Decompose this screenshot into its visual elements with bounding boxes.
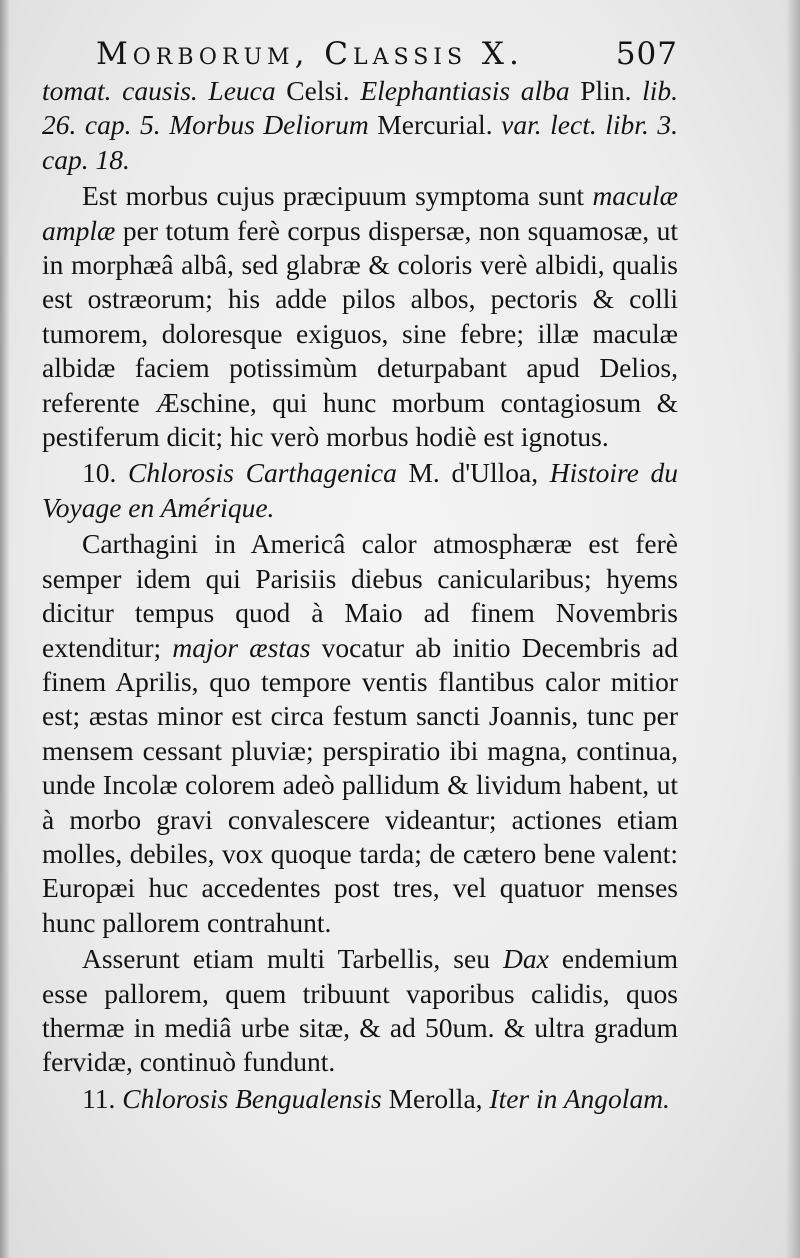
text-run: Est morbus cujus præcipuum symptoma sunt bbox=[82, 180, 593, 212]
paragraph-species-11 bbox=[42, 1082, 678, 1116]
text-run: Elephantiasis alba bbox=[360, 75, 581, 106]
running-head-title: Morborum, Classis X. bbox=[96, 36, 524, 72]
running-head bbox=[36, 36, 678, 72]
text-run: major æstas bbox=[172, 631, 322, 663]
page-number: 507 bbox=[615, 36, 678, 72]
paragraph-tarbellis bbox=[42, 942, 678, 1080]
text-run: maculæ amplæ bbox=[42, 180, 678, 246]
text-run: vocatur ab initio Decembris ad finem Aprilis, quo tempore ventis flantibus calor mitior est; æstas minor est circa festum sancti Joannis, tunc per mensem cessant pluviæ; perspiratio ibi magna, continua, unde Incolæ colorem adeò pallidum & lividum habent, ut à morbo gravi convalescere videantur; actiones etiam molles, debiles, vox quoque tarda; de cætero bene valent: Europæi huc accedentes post tres, vel quatuor menses hunc pallorem contrahunt. bbox=[42, 631, 678, 938]
text-run: Iter in Angolam. bbox=[489, 1082, 670, 1114]
text-run: Chlorosis Bengualensis bbox=[122, 1082, 389, 1114]
text-run: Carthagini in Americâ calor atmosphæræ est ferè semper idem qui Parisiis diebus canicularibus; hyems dicitur tempus quod à Maio ad finem Novembris extenditur; bbox=[42, 528, 678, 663]
text-run: Histoire du Voyage en Amérique. bbox=[42, 457, 679, 523]
text-run: lib. 26. cap. 5. Morbus Deliorum bbox=[42, 75, 678, 141]
text-run: var. lect. libr. 3. cap. 18. bbox=[42, 109, 678, 175]
text-run: Asserunt etiam multi Tarbellis, seu bbox=[82, 943, 504, 975]
text-run: Celsi. bbox=[286, 75, 361, 106]
text-run: Dax bbox=[503, 943, 562, 975]
text-run: Plin. bbox=[580, 75, 643, 106]
text-run: 11. bbox=[82, 1082, 123, 1114]
paragraph-species-10 bbox=[42, 456, 678, 525]
paragraph-carthagena bbox=[42, 527, 678, 940]
paragraph-intro bbox=[42, 74, 678, 177]
text-run: M. d'Ulloa, bbox=[408, 457, 550, 489]
text-run: Mercurial. bbox=[377, 109, 502, 141]
text-run: 10. bbox=[82, 457, 129, 489]
paragraph-description bbox=[42, 179, 678, 454]
text-run: Merolla, bbox=[388, 1082, 490, 1114]
text-run: per totum ferè corpus dispersæ, non squamosæ, ut in morphæâ albâ, sed glabræ & coloris verè albidi, qualis est ostræorum; his adde pilos albos, pectoris & colli tumorem, doloresque exiguos, sine febre; illæ maculæ albidæ faciem potissimùm deturpabant apud Delios, referente Æschine, qui hunc morbum contagiosum & pestiferum dicit; hic verò morbus hodiè est ignotus. bbox=[42, 214, 679, 453]
body-text bbox=[36, 74, 678, 1116]
text-run: tomat. causis. Leuca bbox=[42, 75, 287, 106]
text-run: Chlorosis Carthagenica bbox=[128, 457, 409, 489]
text-run: endemium esse pallorem, quem tribuunt vaporibus calidis, quos thermæ in mediâ urbe sitæ, & ad 50um. & ultra gradum fervidæ, continuò fundunt. bbox=[42, 943, 678, 1078]
